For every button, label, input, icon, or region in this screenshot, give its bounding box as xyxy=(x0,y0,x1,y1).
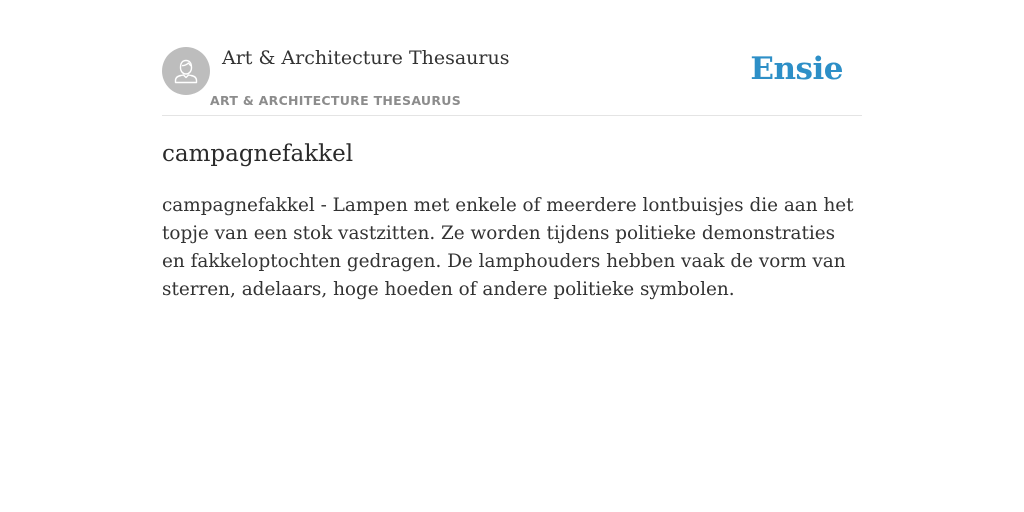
page-container xyxy=(162,0,862,512)
author-name-link[interactable]: Art & Architecture Thesaurus xyxy=(222,47,510,69)
author-avatar[interactable] xyxy=(162,47,210,95)
user-icon xyxy=(171,56,201,86)
entry-title: campagnefakkel xyxy=(162,141,354,167)
ensie-logo[interactable]: Ensie xyxy=(750,51,843,87)
entry-header xyxy=(162,0,862,116)
source-label-link[interactable]: ART & ARCHITECTURE THESAURUS xyxy=(210,93,462,108)
entry-definition: campagnefakkel - Lampen met enkele of meerdere lontbuisjes die aan het topje van een stok vastzitten. Ze worden tijdens politieke demonstraties en fakkeloptochten gedragen. De lamphouders hebben vaak de vorm van sterren, adelaars, hoge hoeden of andere politieke symbolen. xyxy=(162,195,854,300)
